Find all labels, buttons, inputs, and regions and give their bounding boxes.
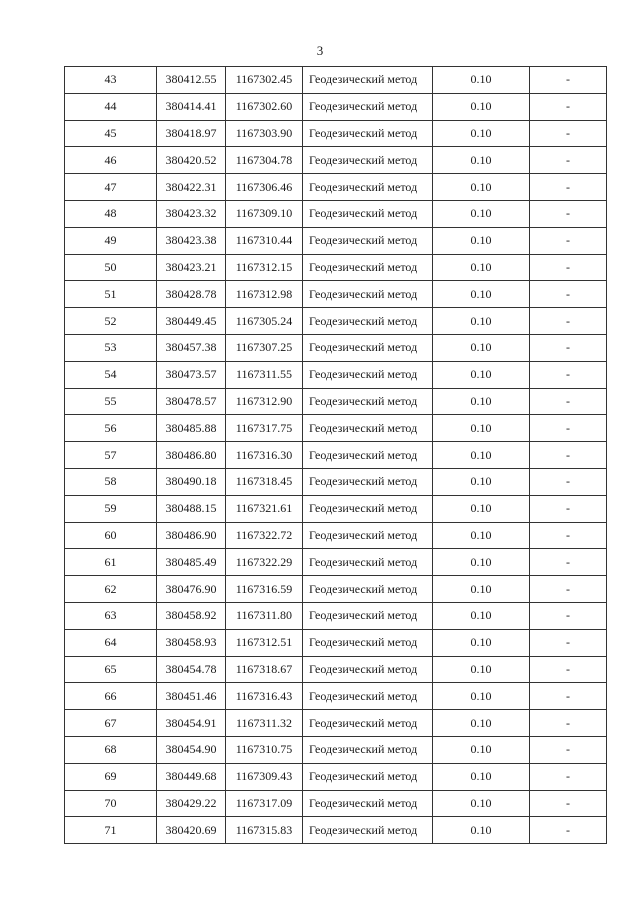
point-number-cell: 51 bbox=[65, 281, 157, 308]
note-cell: - bbox=[530, 710, 607, 737]
accuracy-cell: 0.10 bbox=[433, 442, 530, 469]
method-cell: Геодезический метод bbox=[303, 522, 433, 549]
method-cell: Геодезический метод bbox=[303, 415, 433, 442]
note-cell: - bbox=[530, 683, 607, 710]
y-coordinate-cell: 1167312.90 bbox=[226, 388, 303, 415]
y-coordinate-cell: 1167318.67 bbox=[226, 656, 303, 683]
method-cell: Геодезический метод bbox=[303, 656, 433, 683]
x-coordinate-cell: 380454.90 bbox=[157, 736, 226, 763]
x-coordinate-cell: 380488.15 bbox=[157, 495, 226, 522]
table-row bbox=[65, 817, 607, 844]
y-coordinate-cell: 1167322.72 bbox=[226, 522, 303, 549]
y-coordinate-cell: 1167304.78 bbox=[226, 147, 303, 174]
method-cell: Геодезический метод bbox=[303, 763, 433, 790]
accuracy-cell: 0.10 bbox=[433, 629, 530, 656]
accuracy-cell: 0.10 bbox=[433, 361, 530, 388]
point-number-cell: 52 bbox=[65, 308, 157, 335]
x-coordinate-cell: 380418.97 bbox=[157, 120, 226, 147]
y-coordinate-cell: 1167316.30 bbox=[226, 442, 303, 469]
accuracy-cell: 0.10 bbox=[433, 656, 530, 683]
accuracy-cell: 0.10 bbox=[433, 120, 530, 147]
accuracy-cell: 0.10 bbox=[433, 254, 530, 281]
x-coordinate-cell: 380458.92 bbox=[157, 602, 226, 629]
method-cell: Геодезический метод bbox=[303, 736, 433, 763]
note-cell: - bbox=[530, 442, 607, 469]
method-cell: Геодезический метод bbox=[303, 602, 433, 629]
y-coordinate-cell: 1167311.80 bbox=[226, 602, 303, 629]
point-number-cell: 49 bbox=[65, 227, 157, 254]
y-coordinate-cell: 1167317.75 bbox=[226, 415, 303, 442]
note-cell: - bbox=[530, 281, 607, 308]
x-coordinate-cell: 380485.88 bbox=[157, 415, 226, 442]
note-cell: - bbox=[530, 629, 607, 656]
method-cell: Геодезический метод bbox=[303, 334, 433, 361]
table-row bbox=[65, 442, 607, 469]
table-row bbox=[65, 629, 607, 656]
table-row bbox=[65, 549, 607, 576]
y-coordinate-cell: 1167312.98 bbox=[226, 281, 303, 308]
y-coordinate-cell: 1167310.75 bbox=[226, 736, 303, 763]
x-coordinate-cell: 380451.46 bbox=[157, 683, 226, 710]
y-coordinate-cell: 1167312.15 bbox=[226, 254, 303, 281]
table-row bbox=[65, 415, 607, 442]
table-row bbox=[65, 710, 607, 737]
point-number-cell: 56 bbox=[65, 415, 157, 442]
table-row bbox=[65, 334, 607, 361]
accuracy-cell: 0.10 bbox=[433, 576, 530, 603]
note-cell: - bbox=[530, 790, 607, 817]
coordinates-table bbox=[64, 66, 607, 844]
x-coordinate-cell: 380490.18 bbox=[157, 468, 226, 495]
point-number-cell: 64 bbox=[65, 629, 157, 656]
table-row bbox=[65, 495, 607, 522]
accuracy-cell: 0.10 bbox=[433, 602, 530, 629]
accuracy-cell: 0.10 bbox=[433, 334, 530, 361]
note-cell: - bbox=[530, 656, 607, 683]
y-coordinate-cell: 1167315.83 bbox=[226, 817, 303, 844]
x-coordinate-cell: 380423.32 bbox=[157, 200, 226, 227]
note-cell: - bbox=[530, 763, 607, 790]
method-cell: Геодезический метод bbox=[303, 710, 433, 737]
y-coordinate-cell: 1167303.90 bbox=[226, 120, 303, 147]
accuracy-cell: 0.10 bbox=[433, 683, 530, 710]
note-cell: - bbox=[530, 147, 607, 174]
note-cell: - bbox=[530, 120, 607, 147]
accuracy-cell: 0.10 bbox=[433, 736, 530, 763]
accuracy-cell: 0.10 bbox=[433, 817, 530, 844]
method-cell: Геодезический метод bbox=[303, 817, 433, 844]
note-cell: - bbox=[530, 522, 607, 549]
x-coordinate-cell: 380414.41 bbox=[157, 93, 226, 120]
table-row bbox=[65, 200, 607, 227]
accuracy-cell: 0.10 bbox=[433, 388, 530, 415]
accuracy-cell: 0.10 bbox=[433, 308, 530, 335]
x-coordinate-cell: 380420.52 bbox=[157, 147, 226, 174]
y-coordinate-cell: 1167322.29 bbox=[226, 549, 303, 576]
table-row bbox=[65, 361, 607, 388]
point-number-cell: 54 bbox=[65, 361, 157, 388]
method-cell: Геодезический метод bbox=[303, 227, 433, 254]
accuracy-cell: 0.10 bbox=[433, 763, 530, 790]
note-cell: - bbox=[530, 67, 607, 94]
table-row bbox=[65, 522, 607, 549]
y-coordinate-cell: 1167305.24 bbox=[226, 308, 303, 335]
note-cell: - bbox=[530, 254, 607, 281]
method-cell: Геодезический метод bbox=[303, 442, 433, 469]
note-cell: - bbox=[530, 227, 607, 254]
note-cell: - bbox=[530, 174, 607, 201]
table-row bbox=[65, 308, 607, 335]
point-number-cell: 67 bbox=[65, 710, 157, 737]
note-cell: - bbox=[530, 334, 607, 361]
method-cell: Геодезический метод bbox=[303, 629, 433, 656]
note-cell: - bbox=[530, 468, 607, 495]
table-row bbox=[65, 790, 607, 817]
method-cell: Геодезический метод bbox=[303, 308, 433, 335]
point-number-cell: 47 bbox=[65, 174, 157, 201]
table-row bbox=[65, 656, 607, 683]
y-coordinate-cell: 1167309.43 bbox=[226, 763, 303, 790]
table-row bbox=[65, 174, 607, 201]
table-row bbox=[65, 93, 607, 120]
x-coordinate-cell: 380449.68 bbox=[157, 763, 226, 790]
x-coordinate-cell: 380449.45 bbox=[157, 308, 226, 335]
accuracy-cell: 0.10 bbox=[433, 200, 530, 227]
table-body bbox=[65, 67, 607, 844]
accuracy-cell: 0.10 bbox=[433, 281, 530, 308]
y-coordinate-cell: 1167316.59 bbox=[226, 576, 303, 603]
point-number-cell: 53 bbox=[65, 334, 157, 361]
note-cell: - bbox=[530, 308, 607, 335]
y-coordinate-cell: 1167311.32 bbox=[226, 710, 303, 737]
accuracy-cell: 0.10 bbox=[433, 67, 530, 94]
table-row bbox=[65, 67, 607, 94]
table-row bbox=[65, 388, 607, 415]
point-number-cell: 61 bbox=[65, 549, 157, 576]
point-number-cell: 55 bbox=[65, 388, 157, 415]
x-coordinate-cell: 380473.57 bbox=[157, 361, 226, 388]
table-row bbox=[65, 147, 607, 174]
x-coordinate-cell: 380457.38 bbox=[157, 334, 226, 361]
y-coordinate-cell: 1167306.46 bbox=[226, 174, 303, 201]
x-coordinate-cell: 380485.49 bbox=[157, 549, 226, 576]
table-row bbox=[65, 602, 607, 629]
note-cell: - bbox=[530, 361, 607, 388]
point-number-cell: 48 bbox=[65, 200, 157, 227]
method-cell: Геодезический метод bbox=[303, 93, 433, 120]
accuracy-cell: 0.10 bbox=[433, 227, 530, 254]
point-number-cell: 58 bbox=[65, 468, 157, 495]
method-cell: Геодезический метод bbox=[303, 683, 433, 710]
x-coordinate-cell: 380429.22 bbox=[157, 790, 226, 817]
note-cell: - bbox=[530, 602, 607, 629]
note-cell: - bbox=[530, 415, 607, 442]
accuracy-cell: 0.10 bbox=[433, 93, 530, 120]
table-row bbox=[65, 281, 607, 308]
table-row bbox=[65, 576, 607, 603]
point-number-cell: 59 bbox=[65, 495, 157, 522]
method-cell: Геодезический метод bbox=[303, 495, 433, 522]
method-cell: Геодезический метод bbox=[303, 790, 433, 817]
note-cell: - bbox=[530, 736, 607, 763]
x-coordinate-cell: 380423.38 bbox=[157, 227, 226, 254]
y-coordinate-cell: 1167310.44 bbox=[226, 227, 303, 254]
x-coordinate-cell: 380458.93 bbox=[157, 629, 226, 656]
point-number-cell: 50 bbox=[65, 254, 157, 281]
table-row bbox=[65, 227, 607, 254]
point-number-cell: 69 bbox=[65, 763, 157, 790]
point-number-cell: 71 bbox=[65, 817, 157, 844]
note-cell: - bbox=[530, 200, 607, 227]
y-coordinate-cell: 1167307.25 bbox=[226, 334, 303, 361]
method-cell: Геодезический метод bbox=[303, 254, 433, 281]
table-row bbox=[65, 468, 607, 495]
y-coordinate-cell: 1167312.51 bbox=[226, 629, 303, 656]
note-cell: - bbox=[530, 93, 607, 120]
y-coordinate-cell: 1167311.55 bbox=[226, 361, 303, 388]
point-number-cell: 68 bbox=[65, 736, 157, 763]
method-cell: Геодезический метод bbox=[303, 576, 433, 603]
y-coordinate-cell: 1167302.60 bbox=[226, 93, 303, 120]
x-coordinate-cell: 380428.78 bbox=[157, 281, 226, 308]
accuracy-cell: 0.10 bbox=[433, 549, 530, 576]
y-coordinate-cell: 1167302.45 bbox=[226, 67, 303, 94]
method-cell: Геодезический метод bbox=[303, 549, 433, 576]
note-cell: - bbox=[530, 576, 607, 603]
point-number-cell: 70 bbox=[65, 790, 157, 817]
accuracy-cell: 0.10 bbox=[433, 174, 530, 201]
note-cell: - bbox=[530, 388, 607, 415]
method-cell: Геодезический метод bbox=[303, 67, 433, 94]
x-coordinate-cell: 380422.31 bbox=[157, 174, 226, 201]
note-cell: - bbox=[530, 817, 607, 844]
table-row bbox=[65, 683, 607, 710]
accuracy-cell: 0.10 bbox=[433, 495, 530, 522]
accuracy-cell: 0.10 bbox=[433, 415, 530, 442]
method-cell: Геодезический метод bbox=[303, 147, 433, 174]
accuracy-cell: 0.10 bbox=[433, 468, 530, 495]
x-coordinate-cell: 380478.57 bbox=[157, 388, 226, 415]
y-coordinate-cell: 1167317.09 bbox=[226, 790, 303, 817]
x-coordinate-cell: 380486.80 bbox=[157, 442, 226, 469]
point-number-cell: 63 bbox=[65, 602, 157, 629]
method-cell: Геодезический метод bbox=[303, 281, 433, 308]
x-coordinate-cell: 380486.90 bbox=[157, 522, 226, 549]
method-cell: Геодезический метод bbox=[303, 120, 433, 147]
x-coordinate-cell: 380423.21 bbox=[157, 254, 226, 281]
method-cell: Геодезический метод bbox=[303, 174, 433, 201]
note-cell: - bbox=[530, 549, 607, 576]
point-number-cell: 57 bbox=[65, 442, 157, 469]
accuracy-cell: 0.10 bbox=[433, 790, 530, 817]
x-coordinate-cell: 380454.78 bbox=[157, 656, 226, 683]
x-coordinate-cell: 380420.69 bbox=[157, 817, 226, 844]
point-number-cell: 44 bbox=[65, 93, 157, 120]
point-number-cell: 45 bbox=[65, 120, 157, 147]
page-number: 3 bbox=[316, 43, 324, 58]
y-coordinate-cell: 1167309.10 bbox=[226, 200, 303, 227]
point-number-cell: 66 bbox=[65, 683, 157, 710]
point-number-cell: 62 bbox=[65, 576, 157, 603]
y-coordinate-cell: 1167316.43 bbox=[226, 683, 303, 710]
method-cell: Геодезический метод bbox=[303, 200, 433, 227]
table-row bbox=[65, 736, 607, 763]
y-coordinate-cell: 1167318.45 bbox=[226, 468, 303, 495]
method-cell: Геодезический метод bbox=[303, 468, 433, 495]
point-number-cell: 65 bbox=[65, 656, 157, 683]
note-cell: - bbox=[530, 495, 607, 522]
point-number-cell: 43 bbox=[65, 67, 157, 94]
method-cell: Геодезический метод bbox=[303, 388, 433, 415]
y-coordinate-cell: 1167321.61 bbox=[226, 495, 303, 522]
x-coordinate-cell: 380454.91 bbox=[157, 710, 226, 737]
x-coordinate-cell: 380476.90 bbox=[157, 576, 226, 603]
point-number-cell: 46 bbox=[65, 147, 157, 174]
accuracy-cell: 0.10 bbox=[433, 147, 530, 174]
accuracy-cell: 0.10 bbox=[433, 710, 530, 737]
method-cell: Геодезический метод bbox=[303, 361, 433, 388]
accuracy-cell: 0.10 bbox=[433, 522, 530, 549]
point-number-cell: 60 bbox=[65, 522, 157, 549]
x-coordinate-cell: 380412.55 bbox=[157, 67, 226, 94]
table-row bbox=[65, 120, 607, 147]
table-row bbox=[65, 254, 607, 281]
table-row bbox=[65, 763, 607, 790]
